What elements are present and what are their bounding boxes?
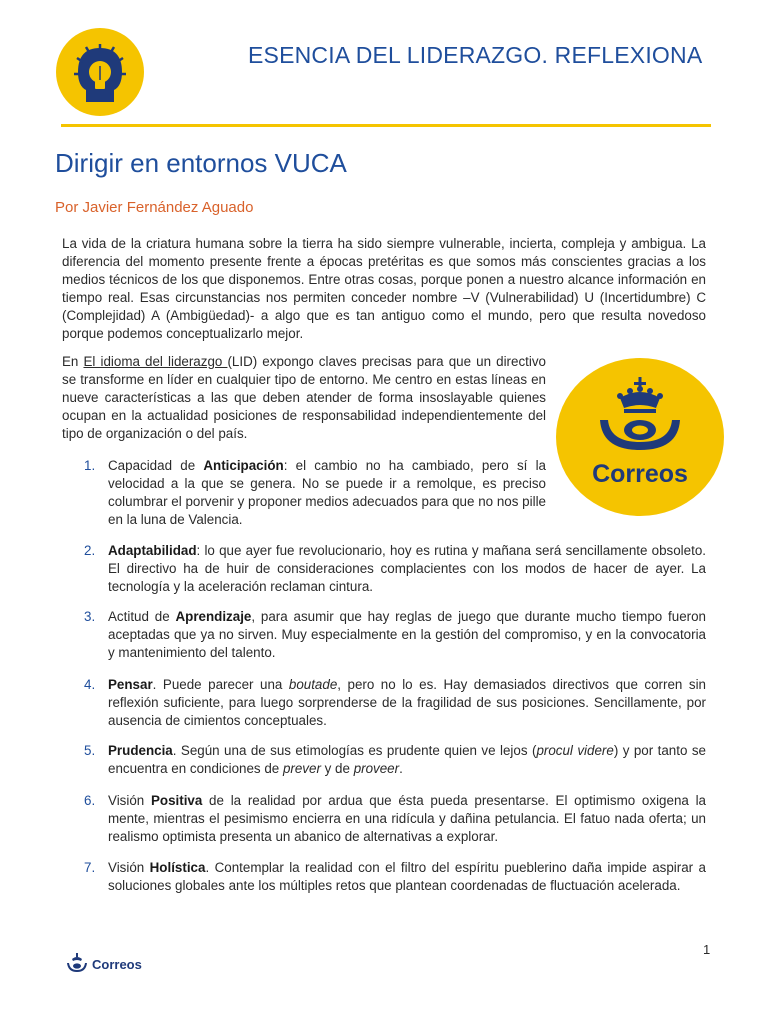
header-logo xyxy=(56,28,144,116)
item-text: Pensar. Puede parecer una boutade, pero no lo es. Hay demasiados directivos que corren sin reflexión suficiente, para luego sorprenderse de la fragilidad de sus posiciones. Sencillamente, por ausencia de cimientos conceptuales. xyxy=(108,677,706,728)
item-text: Adaptabilidad: lo que ayer fue revolucionario, hoy es rutina y mañana será sencillamente obsoleto. El directivo ha de huir de consideraciones complacientes con los modos de hacer de ayer. La tecnología y la aceleración reclaman cintura. xyxy=(108,543,706,594)
item-number: 4. xyxy=(84,677,96,692)
para2-prefix: En xyxy=(62,354,84,369)
item-text: Capacidad de Anticipación: el cambio no ha cambiado, pero sí la velocidad a la que se genera. No se puede ir a remolque, es preciso columbrar el porvenir y proponer medios adecuados para que no nos pille en la luna de Valencia. xyxy=(108,458,546,527)
article-title: Dirigir en entornos VUCA xyxy=(55,148,347,178)
item-text: Visión Positiva de la realidad por ardua que ésta pueda presentarse. El optimismo oxigena la mente, mientras el pesimismo encierra en una ridícula y dañina petulancia. El fatuo nada oferta; un realismo optimista presenta un abanico de alternativas a explorar. xyxy=(108,793,706,844)
footer-logo-text: Correos xyxy=(92,957,142,972)
item-text: Visión Holística. Contemplar la realidad con el filtro del espíritu pueblerino daña impide aspirar a soluciones globales ante los múltiples retos que plantean coordenadas de fluctuación acelerada. xyxy=(108,860,706,893)
article-author: Por Javier Fernández Aguado xyxy=(55,199,254,216)
badge-text: Correos xyxy=(592,460,688,488)
item-number: 5. xyxy=(84,743,96,758)
page-number: 1 xyxy=(703,942,711,957)
item-text: Actitud de Aprendizaje, para asumir que hay reglas de juego que durante mucho tiempo fueron aceptadas que ya no sirven. Muy especialmente en la gestión del compromiso, y en la convocatoria y mantenimiento del talento. xyxy=(108,609,707,660)
item-number: 1. xyxy=(84,458,96,473)
post-horn-crown-icon xyxy=(64,952,90,976)
footer-logo xyxy=(64,952,146,978)
lightbulb-head-icon xyxy=(56,28,144,116)
item-number: 6. xyxy=(84,793,96,808)
item-text: Prudencia. Según una de sus etimologías es prudente quien ve lejos (procul videre) y por tanto se encuentra en condiciones de prever y de proveer. xyxy=(108,743,706,776)
book-link[interactable]: El idioma del liderazgo xyxy=(83,354,228,369)
post-horn-crown-icon xyxy=(556,358,724,516)
intro-paragraph: La vida de la criatura humana sobre la tierra ha sido siempre vulnerable, incierta, compleja y ambigua. La diferencia del momento presente frente a épocas pretéritas es que somos más conscientes gracias a los medios técnicos de los que disponemos. Entre otras cosas, porque ponen a nuestro alcance información en tiempo real. Esas circunstancias nos permiten conceder nombre –V (Vulnerabilidad) U (Incertidumbre) C (Complejidad) A (Ambigüedad)- a algo que es tan antiguo como el mundo, pero que resulta novedoso porque podemos conceptualizarlo mejor. xyxy=(62,236,706,341)
item-number: 7. xyxy=(84,860,96,875)
second-paragraph xyxy=(62,353,546,443)
header-divider xyxy=(61,124,711,127)
para2-rest: (LID) expongo claves precisas para que un directivo se transforme en líder en cualquier tipo de entorno. Me centro en estas líneas en nueve características a las que deben atender de forma insoslayable quienes ocupan en la actualidad posiciones de responsabilidad independientemente del tipo de organización o del país. xyxy=(62,354,546,441)
correos-badge xyxy=(556,358,724,516)
item-number: 3. xyxy=(84,609,96,624)
item-number: 2. xyxy=(84,543,96,558)
header-title: ESENCIA DEL LIDERAZGO. REFLEXIONA xyxy=(248,42,703,68)
